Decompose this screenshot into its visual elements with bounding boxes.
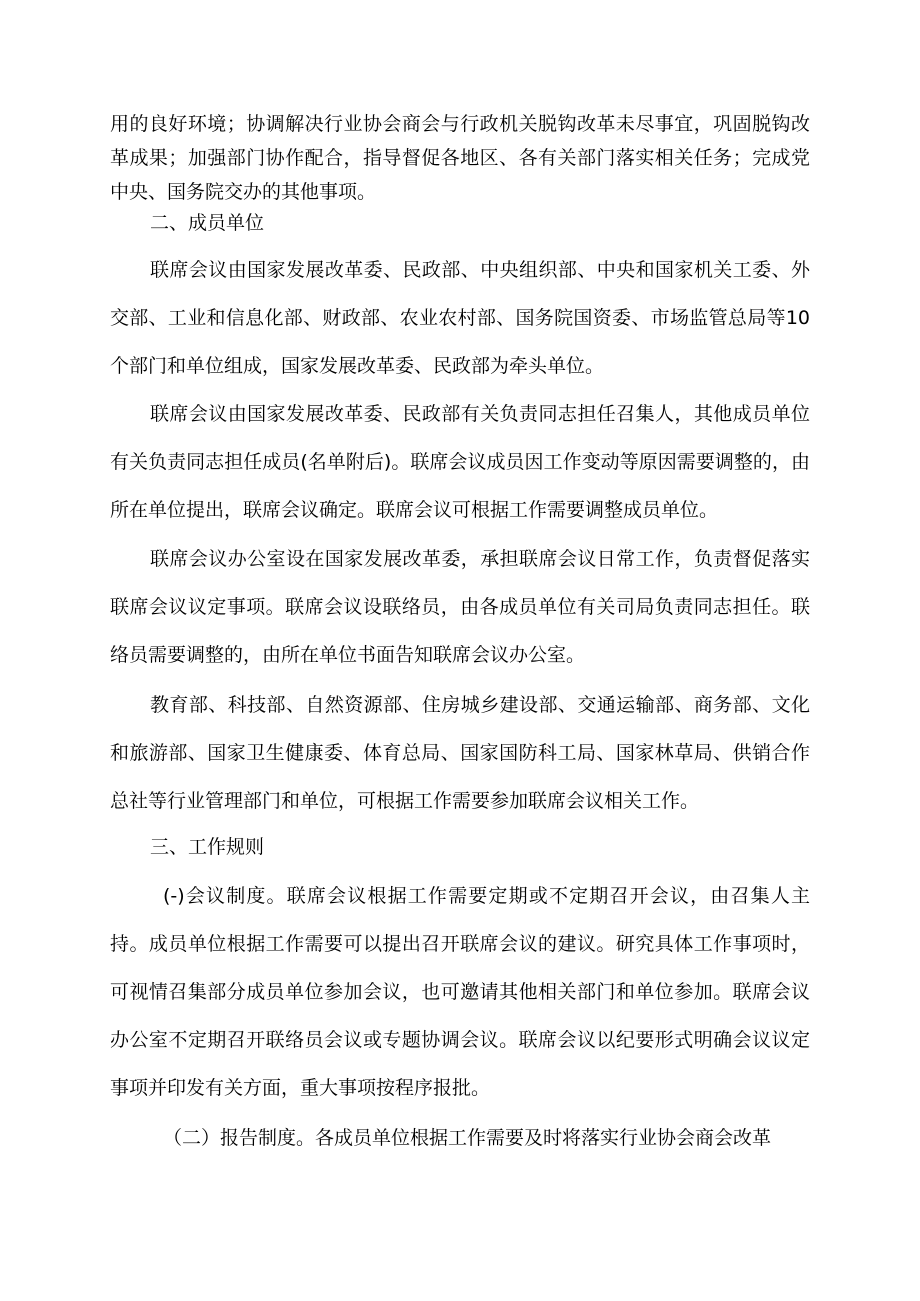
paragraph-continuation: 用的良好环境；协调解决行业协会商会与行政机关脱钩改革未尽事宜，巩固脱钩改革成果；加强部门协作配合，指导督促各地区、各有关部门落实相关任务；完成党中央、国务院交办的其他事项。 bbox=[110, 113, 810, 203]
paragraph-rules-reporting-system: （二）报告制度。各成员单位根据工作需要及时将落实行业协会商会改革 bbox=[163, 1127, 772, 1149]
section-heading-members: 二、成员单位 bbox=[150, 212, 265, 234]
paragraph-members-related-departments: 教育部、科技部、自然资源部、住房城乡建设部、交通运输部、商务部、文化和旅游部、国家卫生健康委、体育总局、国家国防科工局、国家林草局、供销合作总社等行业管理部门和单位，可根据工作需要参加联席会议相关工作。 bbox=[110, 694, 810, 812]
paragraph-members-office: 联席会议办公室设在国家发展改革委，承担联席会议日常工作，负责督促落实联席会议议定事项。联席会议设联络员，由各成员单位有关司局负责同志担任。联络员需要调整的，由所在单位书面告知联席会议办公室。 bbox=[110, 548, 810, 666]
paragraph-members-convener: 联席会议由国家发展改革委、民政部有关负责同志担任召集人，其他成员单位有关负责同志担任成员(名单附后)。联席会议成员因工作变动等原因需要调整的，由所在单位提出，联席会议确定。联席会议可根据工作需要调整成员单位。 bbox=[110, 403, 810, 521]
section-heading-rules: 三、工作规则 bbox=[150, 836, 265, 858]
paragraph-rules-meeting-system: (-)会议制度。联席会议根据工作需要定期或不定期召开会议，由召集人主持。成员单位根据工作需要可以提出召开联席会议的建议。研究具体工作事项时，可视情召集部分成员单位参加会议，也可邀请其他相关部门和单位参加。联席会议办公室不定期召开联络员会议或专题协调会议。联席会议以纪要形式明确会议议定事项并印发有关方面，重大事项按程序报批。 bbox=[110, 885, 810, 1099]
paragraph-members-composition: 联席会议由国家发展改革委、民政部、中央组织部、中央和国家机关工委、外交部、工业和信息化部、财政部、农业农村部、国务院国资委、市场监管总局等10个部门和单位组成，国家发展改革委、民政部为牵头单位。 bbox=[110, 259, 810, 377]
